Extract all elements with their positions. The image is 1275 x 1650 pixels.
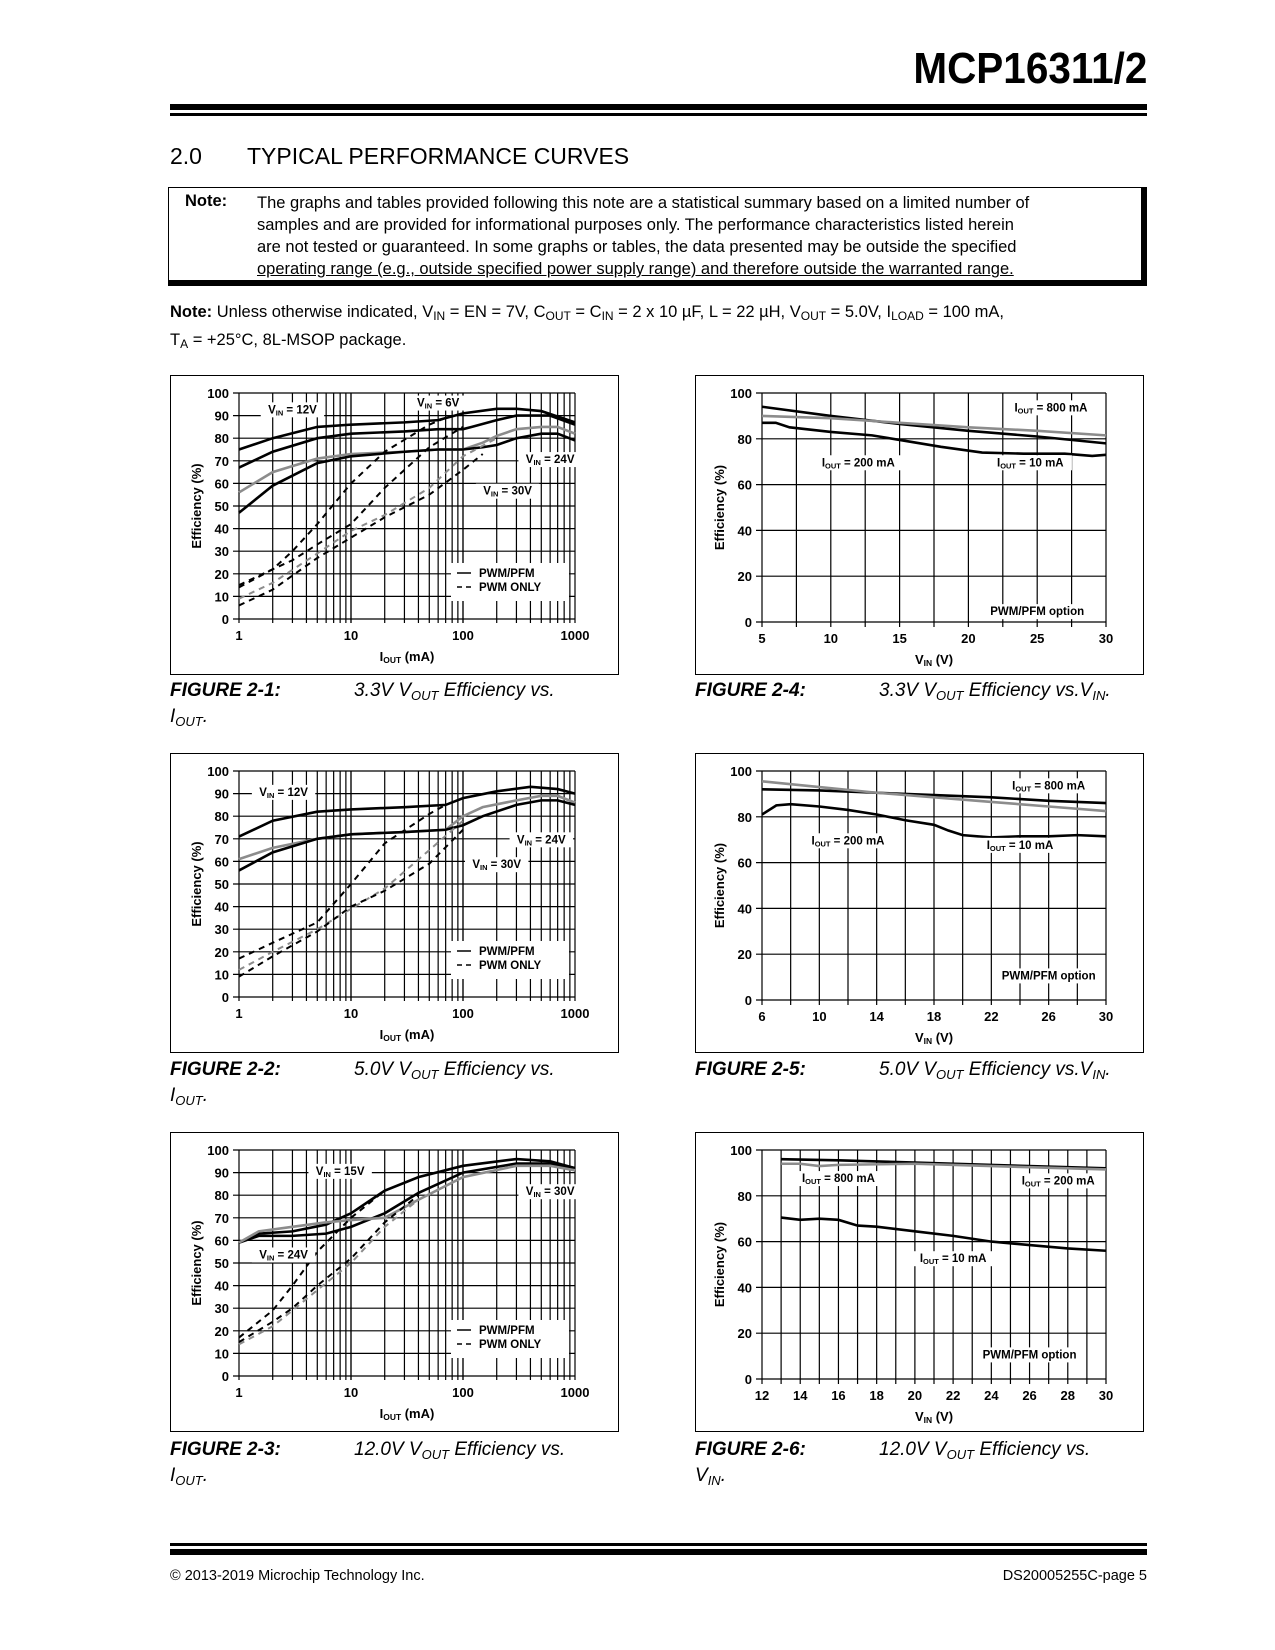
legend-item-pwm-only: PWM ONLY <box>479 582 542 594</box>
x-axis-label: VIN (V) <box>914 1030 954 1046</box>
caption-figure-2-3 <box>170 1439 565 1462</box>
legend-item-pwm-pfm: PWM/PFM <box>479 946 535 958</box>
text: = 2 x 10 µF, L = 22 µH, V <box>613 303 801 321</box>
subscript: IN <box>601 309 614 323</box>
subscript: OUT <box>421 1447 450 1462</box>
series-line <box>239 805 446 959</box>
x-tick-label: 30 <box>1098 1009 1114 1024</box>
x-axis-label: VIN (V) <box>914 1409 954 1425</box>
subscript: OUT <box>175 714 203 729</box>
test-conditions-note <box>170 300 1147 356</box>
chart-annotation: VIN = 15V <box>315 1165 365 1179</box>
series-line <box>239 796 575 859</box>
y-tick-label: 20 <box>737 569 752 585</box>
chart-annotation: VIN = 12V <box>259 786 308 800</box>
caption-figure-2-6-line2 <box>695 1465 726 1488</box>
figure-label: FIGURE 2-4: <box>695 680 806 701</box>
conditions-label: Note: <box>170 303 213 321</box>
y-tick-label: 0 <box>744 1372 752 1387</box>
chart-annotation: VIN = 24V <box>259 1249 308 1263</box>
x-tick-label: 1000 <box>560 628 590 643</box>
subscript: OUT <box>411 1067 439 1082</box>
chart-annotation: IOUT = 800 mA <box>1012 780 1086 794</box>
caption-text: Efficiency vs.V <box>963 680 1093 701</box>
y-axis-label: Efficiency (%) <box>189 463 204 549</box>
y-tick-label: 30 <box>214 544 229 560</box>
subscript: OUT <box>800 309 827 323</box>
chart-annotation: IOUT = 200 mA <box>811 835 885 849</box>
chart-annotation: VIN = 30V <box>525 1186 575 1200</box>
y-tick-label: 60 <box>214 476 229 492</box>
header-rule-thin <box>170 113 1147 116</box>
document-title: MCP16311/2 <box>912 44 1147 93</box>
chart-annotation: PWM/PFM option <box>1001 970 1096 983</box>
caption-figure-2-2-line2 <box>170 1085 208 1108</box>
x-tick-label: 100 <box>452 1006 474 1021</box>
caption-text: V <box>695 1465 708 1486</box>
y-tick-label: 100 <box>730 1143 752 1158</box>
caption-text: . <box>1105 1059 1111 1080</box>
x-tick-label: 28 <box>1060 1388 1076 1403</box>
caption-text: Efficiency vs. <box>438 1059 555 1080</box>
legend-item-pwm-pfm: PWM/PFM <box>479 568 535 580</box>
y-tick-label: 40 <box>737 901 752 917</box>
y-tick-label: 100 <box>207 386 229 401</box>
chart-figure-2-3 <box>170 1132 619 1432</box>
footer-rule-thick <box>170 1549 1147 1555</box>
y-tick-label: 0 <box>744 993 752 1008</box>
y-axis-label: Efficiency (%) <box>712 464 727 551</box>
x-tick-label: 22 <box>984 1009 999 1024</box>
figure-label: FIGURE 2-2: <box>170 1059 281 1080</box>
series-line <box>781 1218 1106 1251</box>
caption-text: 5.0V V <box>354 1059 412 1080</box>
y-tick-label: 10 <box>214 1346 229 1362</box>
y-tick-label: 70 <box>214 831 229 847</box>
y-tick-label: 50 <box>214 499 229 514</box>
figure-label: FIGURE 2-3: <box>170 1439 281 1460</box>
y-tick-label: 80 <box>737 809 752 825</box>
note-line: operating range (e.g., outside specified power supply range) and therefore outside the warranted range. <box>257 260 1014 278</box>
y-tick-label: 80 <box>214 809 229 825</box>
text: T <box>170 331 181 349</box>
chart-annotation: VIN = 6V <box>416 397 460 411</box>
y-tick-label: 0 <box>744 615 752 630</box>
header-rule-thick <box>170 104 1147 110</box>
footer-page-number: DS20005255C-page 5 <box>1002 1568 1147 1584</box>
x-axis-label: VIN (V) <box>914 652 954 668</box>
section-heading <box>170 143 629 170</box>
x-tick-label: 10 <box>343 1006 359 1021</box>
caption-text: 12.0V V <box>354 1439 422 1460</box>
chart-annotation: IOUT = 800 mA <box>801 1173 875 1187</box>
chart-annotation: VIN = 30V <box>483 485 532 499</box>
y-tick-label: 20 <box>214 944 229 960</box>
x-tick-label: 14 <box>869 1009 884 1024</box>
x-tick-label: 100 <box>452 1385 474 1400</box>
chart-annotation: IOUT = 200 mA <box>821 457 895 471</box>
figure-label: FIGURE 2-6: <box>695 1439 806 1460</box>
x-axis-label: IOUT (mA) <box>379 1027 435 1043</box>
y-tick-label: 100 <box>207 1143 229 1158</box>
x-tick-label: 26 <box>1041 1009 1056 1024</box>
y-tick-label: 50 <box>214 1256 229 1271</box>
x-tick-label: 1 <box>235 628 243 643</box>
caption-text: I <box>170 1085 176 1106</box>
caption-text: Efficiency vs.V <box>963 1059 1093 1080</box>
text: = 5.0V, I <box>826 303 892 321</box>
caption-text: . <box>202 1085 209 1106</box>
y-tick-label: 0 <box>221 990 229 1005</box>
note-label: Note: <box>185 192 228 210</box>
y-tick-label: 100 <box>207 764 229 779</box>
figure-label: FIGURE 2-5: <box>695 1059 806 1080</box>
caption-text: 3.3V V <box>879 680 937 701</box>
caption-text: Efficiency vs. <box>438 680 555 701</box>
y-tick-label: 50 <box>214 877 229 892</box>
legend-item-pwm-only: PWM ONLY <box>479 1339 542 1351</box>
x-tick-label: 20 <box>961 631 976 646</box>
y-tick-label: 100 <box>730 386 752 401</box>
caption-text: Efficiency vs. <box>974 1439 1091 1460</box>
y-tick-label: 10 <box>214 967 229 983</box>
x-tick-label: 18 <box>926 1009 942 1024</box>
caption-text: I <box>170 706 176 727</box>
x-tick-label: 100 <box>452 628 474 643</box>
subscript: IN <box>433 309 446 323</box>
caption-figure-2-3-line2 <box>170 1465 208 1488</box>
x-tick-label: 10 <box>823 631 839 646</box>
y-tick-label: 100 <box>730 764 752 779</box>
text: = +25°C, 8L-MSOP package. <box>188 331 407 349</box>
y-tick-label: 60 <box>737 855 752 871</box>
y-axis-label: Efficiency (%) <box>189 1220 204 1306</box>
caption-text: 12.0V V <box>879 1439 947 1460</box>
y-tick-label: 60 <box>737 1234 752 1250</box>
note-text <box>257 192 1135 280</box>
caption-text: . <box>202 1465 209 1486</box>
caption-text: 3.3V V <box>354 680 412 701</box>
y-tick-label: 70 <box>214 453 229 469</box>
figure-label: FIGURE 2-1: <box>170 680 281 701</box>
disclaimer-note-box <box>168 187 1147 286</box>
x-tick-label: 10 <box>812 1009 827 1024</box>
chart-annotation: VIN = 30V <box>472 859 522 873</box>
x-tick-label: 12 <box>754 1388 770 1403</box>
text: = EN = 7V, C <box>445 303 546 321</box>
y-tick-label: 30 <box>214 1301 229 1317</box>
x-tick-label: 14 <box>792 1388 808 1403</box>
subscript: OUT <box>545 309 571 323</box>
chart-annotation: IOUT = 800 mA <box>1014 402 1088 416</box>
subscript: OUT <box>946 1447 975 1462</box>
caption-figure-2-5 <box>695 1059 1111 1082</box>
caption-text: 5.0V V <box>879 1059 937 1080</box>
y-tick-label: 20 <box>737 947 752 963</box>
x-axis-label: IOUT (mA) <box>379 1406 435 1422</box>
x-tick-label: 18 <box>869 1388 884 1403</box>
footer-rule-thin <box>170 1543 1147 1546</box>
chart-figure-2-1 <box>170 375 619 675</box>
y-tick-label: 40 <box>214 899 229 915</box>
text: = C <box>570 303 602 321</box>
x-tick-label: 5 <box>758 631 766 646</box>
caption-text: . <box>1105 680 1111 701</box>
y-axis-label: Efficiency (%) <box>712 1221 727 1308</box>
x-tick-label: 1 <box>235 1385 243 1400</box>
y-tick-label: 90 <box>214 1165 229 1181</box>
x-tick-label: 1000 <box>560 1385 590 1400</box>
y-tick-label: 80 <box>214 431 229 447</box>
caption-text: Efficiency vs. <box>449 1439 566 1460</box>
x-tick-label: 25 <box>1029 631 1045 646</box>
chart-figure-2-2 <box>170 753 619 1053</box>
y-tick-label: 40 <box>737 1280 752 1296</box>
x-tick-label: 22 <box>945 1388 961 1403</box>
subscript: IN <box>1092 1067 1106 1082</box>
caption-figure-2-6 <box>695 1439 1090 1462</box>
chart-figure-2-5 <box>695 753 1144 1053</box>
chart-annotation: IOUT = 200 mA <box>1021 1175 1095 1189</box>
chart-annotation: VIN = 24V <box>525 454 575 468</box>
section-title: TYPICAL PERFORMANCE CURVES <box>247 143 630 169</box>
chart-annotation: PWM/PFM option <box>982 1349 1077 1362</box>
y-tick-label: 20 <box>214 1323 229 1339</box>
note-line: samples and are provided for informational purposes only. The performance characteristics listed herein <box>257 216 1014 234</box>
subscript: OUT <box>175 1473 203 1488</box>
chart-annotation: IOUT = 10 mA <box>997 457 1064 471</box>
note-line: are not tested or guaranteed. In some graphs or tables, the data presented may be outside the specified <box>257 238 1017 256</box>
subscript: OUT <box>411 688 439 703</box>
section-number: 2.0 <box>170 143 202 169</box>
x-tick-label: 10 <box>343 1385 359 1400</box>
subscript: A <box>180 337 189 351</box>
y-tick-label: 80 <box>214 1188 229 1204</box>
y-tick-label: 40 <box>214 1278 229 1294</box>
y-tick-label: 80 <box>737 1188 752 1204</box>
y-tick-label: 30 <box>214 922 229 938</box>
x-tick-label: 26 <box>1022 1388 1037 1403</box>
y-tick-label: 90 <box>214 408 229 424</box>
caption-figure-2-1-line2 <box>170 706 208 729</box>
x-tick-label: 1000 <box>560 1006 590 1021</box>
y-tick-label: 0 <box>221 612 229 627</box>
series-line <box>239 1191 385 1338</box>
note-line: The graphs and tables provided following this note are a statistical summary based on a limited number of <box>257 194 1030 212</box>
x-tick-label: 20 <box>907 1388 923 1403</box>
caption-text: I <box>170 1465 176 1486</box>
legend-item-pwm-pfm: PWM/PFM <box>479 1325 535 1337</box>
x-axis-label: IOUT (mA) <box>379 649 435 665</box>
caption-text: . <box>202 706 209 727</box>
x-tick-label: 15 <box>892 631 907 646</box>
chart-figure-2-6 <box>695 1132 1144 1432</box>
y-tick-label: 0 <box>221 1369 229 1384</box>
text: Unless otherwise indicated, V <box>212 303 434 321</box>
chart-annotation: IOUT = 10 mA <box>986 839 1054 853</box>
x-tick-label: 16 <box>831 1388 846 1403</box>
y-tick-label: 20 <box>737 1326 752 1342</box>
y-tick-label: 40 <box>737 523 752 539</box>
x-tick-label: 10 <box>343 628 359 643</box>
y-tick-label: 80 <box>737 431 752 447</box>
chart-annotation: VIN = 24V <box>516 834 566 848</box>
caption-text: . <box>720 1465 726 1486</box>
x-tick-label: 1 <box>235 1006 243 1021</box>
x-tick-label: 24 <box>984 1388 999 1403</box>
x-tick-label: 30 <box>1098 1388 1114 1403</box>
x-tick-label: 30 <box>1098 631 1114 646</box>
y-tick-label: 60 <box>214 1233 229 1249</box>
footer-copyright: © 2013-2019 Microchip Technology Inc. <box>170 1568 425 1584</box>
chart-annotation: VIN = 12V <box>268 404 317 418</box>
subscript: LOAD <box>891 309 924 323</box>
chart-annotation: PWM/PFM option <box>990 606 1085 619</box>
y-axis-label: Efficiency (%) <box>189 841 204 927</box>
chart-annotation: IOUT = 10 mA <box>919 1253 987 1267</box>
y-tick-label: 60 <box>214 854 229 870</box>
caption-figure-2-2 <box>170 1059 555 1082</box>
caption-figure-2-1 <box>170 680 555 703</box>
x-tick-label: 6 <box>758 1009 766 1024</box>
subscript: OUT <box>175 1093 203 1108</box>
subscript: OUT <box>936 1067 964 1082</box>
chart-figure-2-4 <box>695 375 1144 675</box>
y-tick-label: 20 <box>214 566 229 582</box>
y-axis-label: Efficiency (%) <box>712 842 727 929</box>
subscript: IN <box>707 1473 721 1488</box>
y-tick-label: 10 <box>214 589 229 605</box>
subscript: IN <box>1092 688 1106 703</box>
y-tick-label: 90 <box>214 786 229 802</box>
y-tick-label: 40 <box>214 521 229 537</box>
caption-figure-2-4 <box>695 680 1111 703</box>
subscript: OUT <box>936 688 964 703</box>
text: = 100 mA, <box>923 303 1005 321</box>
y-tick-label: 60 <box>737 477 752 493</box>
y-tick-label: 70 <box>214 1210 229 1226</box>
legend-item-pwm-only: PWM ONLY <box>479 960 542 972</box>
